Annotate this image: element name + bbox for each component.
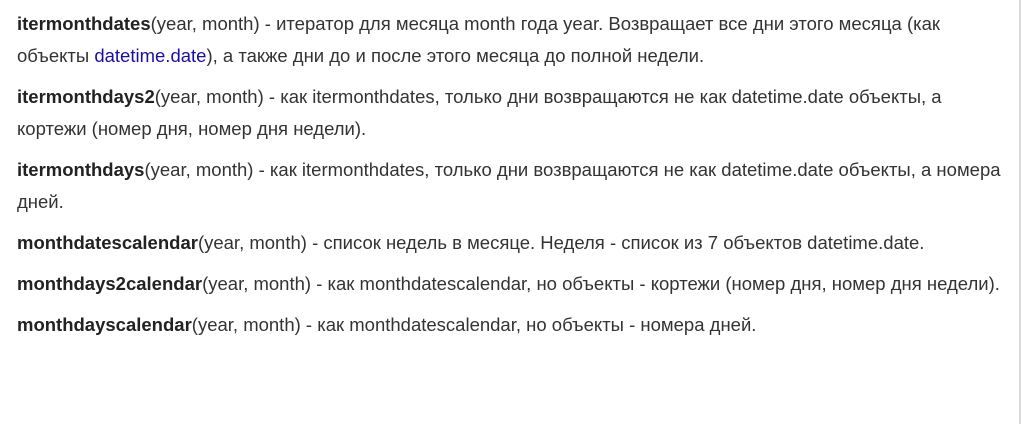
function-description-end: ), а также дни до и после этого месяца до полной недели. (206, 45, 705, 66)
function-name: monthdatescalendar (17, 232, 198, 253)
function-args: (year, month) (202, 273, 312, 294)
function-name: itermonthdays2 (17, 86, 155, 107)
function-description: - список недель в месяце. Неделя - список из 7 объектов datetime.date. (306, 232, 925, 253)
entry-itermonthdays2 (17, 81, 1007, 145)
datetime-date-link[interactable]: datetime.date (94, 45, 207, 66)
function-args: (year, month) (150, 13, 260, 34)
function-args: (year, month) (144, 159, 254, 180)
entry-itermonthdates (17, 8, 1007, 72)
entry-monthdayscalendar (17, 309, 1007, 341)
function-description: - как monthdatescalendar, но объекты - номера дней. (300, 314, 757, 335)
function-name: itermonthdates (17, 13, 151, 34)
function-list (17, 8, 1007, 350)
entry-monthdays2calendar (17, 268, 1007, 300)
function-name: monthdayscalendar (17, 314, 192, 335)
function-description: - итератор для месяца month года year. Возвращает все дни этого месяца (как объекты (17, 13, 941, 66)
function-name: monthdays2calendar (17, 273, 203, 294)
function-description: - как monthdatescalendar, но объекты - кортежи (номер дня, номер дня недели). (311, 273, 1000, 294)
function-description: - как itermonthdates, только дни возвращаются не как datetime.date объекты, а кортежи (номер дня, номер дня недели). (17, 86, 942, 139)
entry-itermonthdays (17, 154, 1007, 218)
function-args: (year, month) (154, 86, 264, 107)
function-description: - как itermonthdates, только дни возвращаются не как datetime.date объекты, а номера дней. (17, 159, 1001, 212)
entry-monthdatescalendar (17, 227, 1007, 259)
function-args: (year, month) (197, 232, 307, 253)
function-args: (year, month) (191, 314, 301, 335)
function-name: itermonthdays (17, 159, 145, 180)
